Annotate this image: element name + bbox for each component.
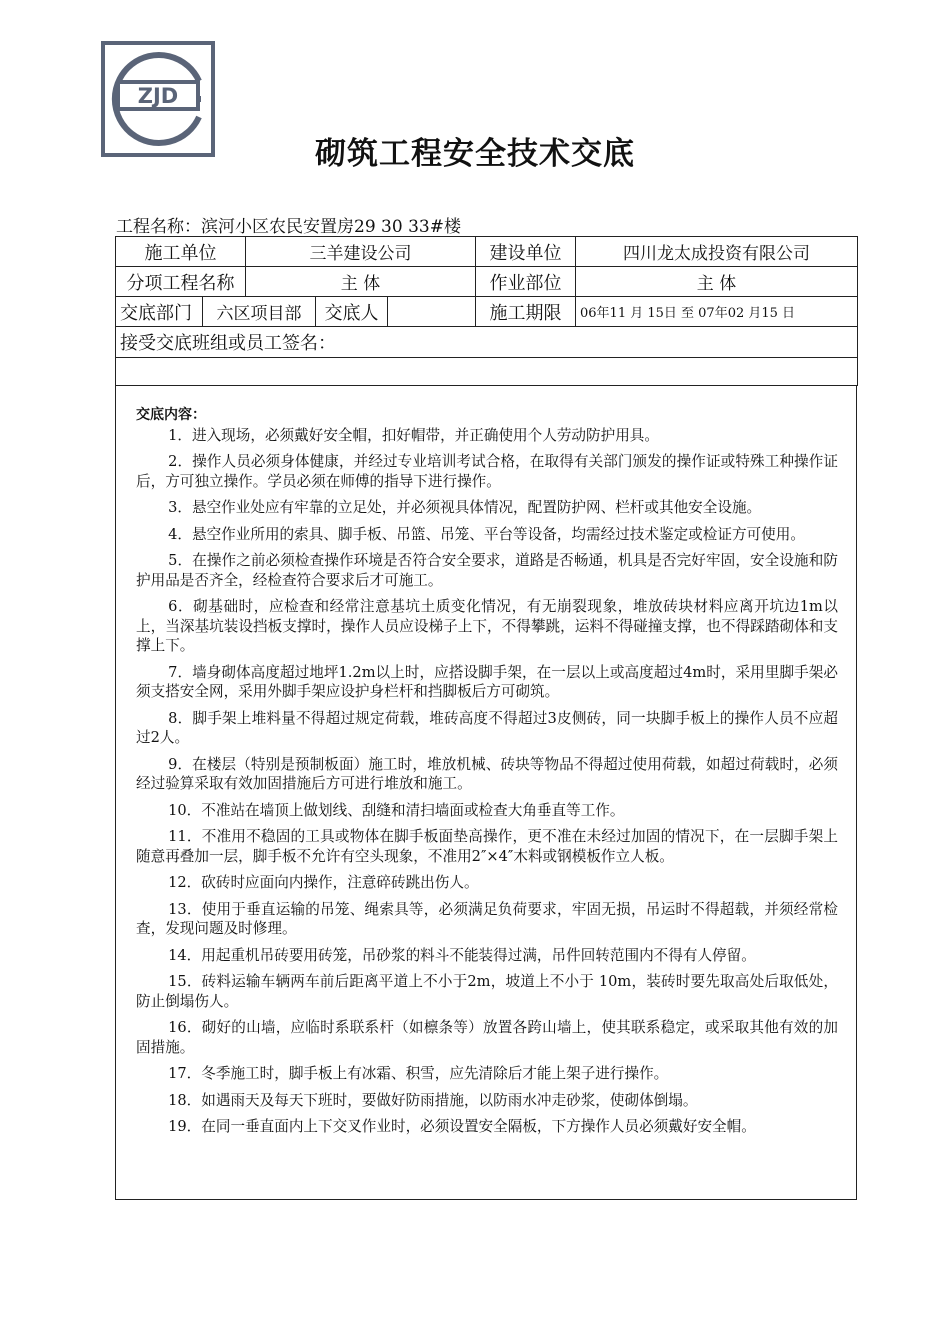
period-value: 06年11 月 15日 至 07年02 月15 日 [576,297,858,327]
work-area-label: 作业部位 [476,267,576,297]
info-row-units [116,237,858,267]
content-item: 10．不准站在墙顶上做划线、刮缝和清扫墙面或检查大角垂直等工作。 [168,801,625,819]
content-heading: 交底内容： [136,407,206,423]
content-item: 14．用起重机吊砖要用砖笼，吊砂浆的料斗不能装得过满，吊件回转范围内不得有人停留。 [168,946,756,964]
content-item: 6．砌基础时，应检查和经常注意基坑土质变化情况，有无崩裂现象，堆放砖块材料应离开坑边1m以上，当深基坑装设挡板支撑时，操作人员应设梯子上下，不得攀跳，运料不得碰撞支撑，也不得踩踏砌体和支撑上下。 [136,598,838,654]
info-row-dept [116,297,858,327]
content-item: 13．使用于垂直运输的吊笼、绳索具等，必须满足负荷要求，牢固无损，吊运时不得超载，并须经常检查，发现问题及时修理。 [136,900,838,937]
construction-unit-value: 三羊建设公司 [246,237,476,267]
signature-blank-cell [116,358,858,386]
content-item: 5．在操作之前必须检查操作环境是否符合安全要求，道路是否畅通，机具是否完好牢固，安全设施和防护用品是否齐全，经检查符合要求后才可施工。 [136,552,838,589]
document-title [0,128,950,173]
dept-value: 六区项目部 [203,297,316,327]
info-table [115,236,858,386]
content-item: 18．如遇雨天及每天下班时，要做好防雨措施，以防雨水冲走砂浆，使砌体倒塌。 [168,1091,698,1109]
content-item: 8．脚手架上堆料量不得超过规定荷载，堆砖高度不得超过3皮侧砖，同一块脚手板上的操作人员不应超过2人。 [136,709,838,746]
content-item: 16．砌好的山墙，应临时系联系杆（如檩条等）放置各跨山墙上，使其联系稳定，或采取其他有效的加固措施。 [136,1019,838,1056]
project-name-line [116,212,461,237]
content-item: 3．悬空作业处应有牢靠的立足处，并必须视具体情况，配置防护网、栏杆或其他安全设施。 [168,499,762,516]
logo-text: ZJD [137,84,179,108]
owner-unit-value: 四川龙太成投资有限公司 [576,237,858,267]
content-box [115,386,857,1200]
person-value [388,297,476,327]
period-label: 施工期限 [476,297,576,327]
content-item: 15．砖料运输车辆两车前后距离平道上不小于2m，坡道上不小于 10m，装砖时要先取高处后取低处，防止倒塌伤人。 [136,973,838,1010]
sub-project-label: 分项工程名称 [116,267,246,297]
content-item: 2．操作人员必须身体健康，并经过专业培训考试合格，在取得有关部门颁发的操作证或特殊工种操作证后，方可独立操作。学员必须在师傅的指导下进行操作。 [136,453,838,490]
project-name-value: 滨河小区农民安置房29 30 33#楼 [201,217,461,237]
info-row-signature [116,327,858,358]
sub-project-value: 主 体 [246,267,476,297]
info-row-blank [116,358,858,386]
person-label: 交底人 [316,297,388,327]
content-item: 19．在同一垂直面内上下交叉作业时，必须设置安全隔板，下方操作人员必须戴好安全帽。 [168,1118,756,1135]
content-item: 12．砍砖时应面向内操作，注意碎砖跳出伤人。 [168,874,479,891]
dept-label: 交底部门 [116,297,203,327]
project-name-label: 工程名称： [116,217,201,237]
owner-unit-label: 建设单位 [476,237,576,267]
work-area-value: 主 体 [576,267,858,297]
construction-unit-label: 施工单位 [116,237,246,267]
content-item: 17．冬季施工时，脚手板上有冰霜、积雪，应先清除后才能上架子进行操作。 [168,1065,669,1082]
info-row-subproject [116,267,858,297]
signature-label: 接受交底班组或员工签名： [116,327,858,358]
title-text: 砌筑工程安全技术交底 [315,136,635,172]
content-item: 4．悬空作业所用的索具、脚手板、吊篮、吊笼、平台等设备，均需经过技术鉴定或检证方可使用。 [168,525,805,543]
content-item: 7．墙身砌体高度超过地坪1.2m以上时，应搭设脚手架，在一层以上或高度超过4m时，采用里脚手架必须支搭安全网，采用外脚手架应设护身栏杆和挡脚板后方可砌筑。 [136,663,838,700]
content-item: 1．进入现场，必须戴好安全帽，扣好帽带，并正确使用个人劳动防护用具。 [168,426,659,444]
content-item: 11．不准用不稳固的工具或物体在脚手板面垫高操作，更不准在未经过加固的情况下，在一层脚手架上随意再叠加一层，脚手板不允许有空头现象，不准用2″×4″木料或钢模板作立人板。 [136,828,838,865]
content-item: 9．在楼层（特别是预制板面）施工时，堆放机械、砖块等物品不得超过使用荷载，如超过荷载时，必须经过验算采取有效加固措施后方可进行堆放和施工。 [136,755,838,792]
